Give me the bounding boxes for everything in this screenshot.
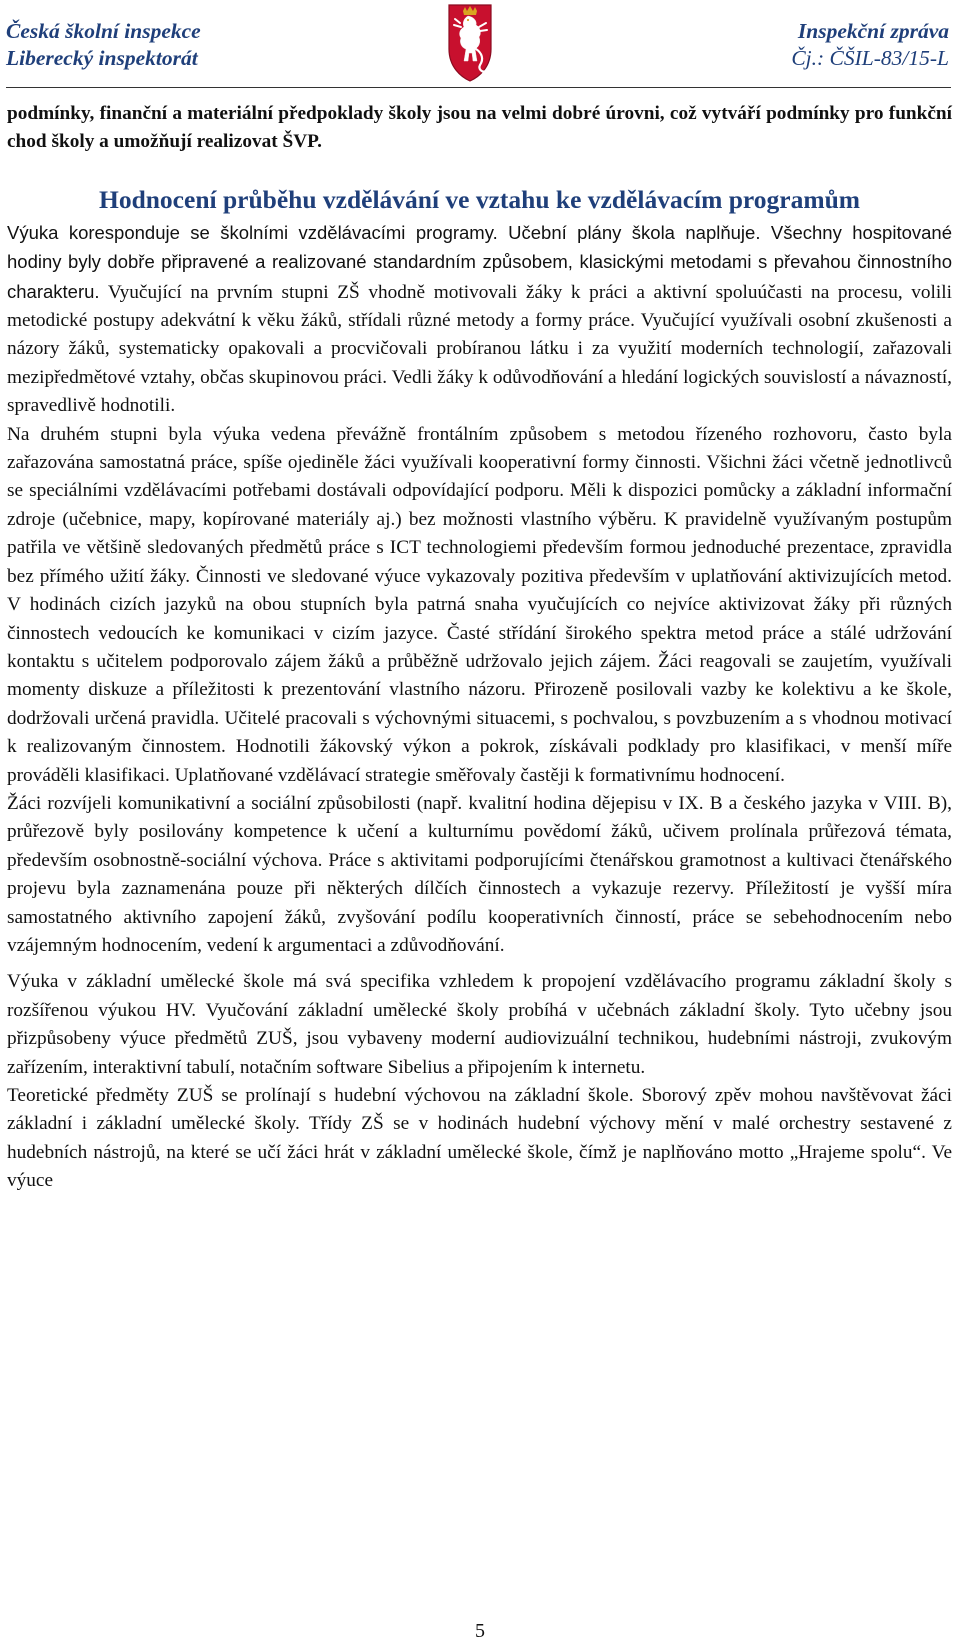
header-right bbox=[791, 18, 949, 72]
paragraph-sans-part: Výuka koresponduje se školními vzdělávacími programy. Učební plány škola naplňuje. Všechny hospitované hodiny byly dobře připravené a realizované standardním způsobem, klasickými metodami s převahou činnostního charakteru. bbox=[7, 221, 952, 302]
header-divider bbox=[6, 87, 951, 88]
paragraph-competences: Žáci rozvíjeli komunikativní a sociální způsobilosti (např. kvalitní hodina dějepisu v IX. B a českého jazyka v VIII. B), průřezově byly posilovány kompetence k učení a kulturnímu povědomí žáků, učivem prolínala průřezová témata, především osobnostně-sociální výchova. Práce s aktivitami podporujícími čtenářskou gramotnost a kultivaci čtenářského projevu byla zaznamenána pouze při některých dílčích činnostech a vykazuje rezervy. Příležitostí je vyšší míra samostatného aktivního zapojení žáků, zvyšování podílu kooperativních činností, práce se sebehodnocením nebo vzájemným hodnocením, vedení k argumentaci a zdůvodňování. bbox=[7, 792, 952, 956]
document-body bbox=[7, 100, 952, 1196]
reference-number: Čj.: ČŠIL-83/15-L bbox=[791, 46, 949, 70]
paragraph-second-stage: Na druhém stupni byla výuka vedena převážně frontálním způsobem s metodou řízeného rozhovoru, často byla zařazována samostatná práce, spíše ojediněle žáci využívali kooperativní formy činnosti. Všichni žáci včetně jednotlivců se speciálními vzdělávacími potřebami dostávali odpovídající podporu. Měli k dispozici pomůcky a základní informační zdroje (učebnice, mapy, kopírované materiály aj.) bez možnosti vlastního výběru. K pravidelně využívaným postupům patřila ve většině sledovaných předmětů práce s ICT technologiemi především formou jednoduché prezentace, zpravidla bez přímého užití žáky. Činnosti ve sledované výuce vykazovaly pozitiva především v uplatňování aktivizujících metod. V hodinách cizích jazyků na obou stupních byla patrná snaha vyučujících co nejvíce aktivizovat žáky při různých činnostech vedoucích ke komunikaci v cizím jazyce. Časté střídání širokého spektra metod práce a stálé udržování kontaktu s učitelem podporovalo zájem žáků a průběžně udržovalo jejich zájem. Žáci reagovali se zaujetím, využívali momenty diskuze a příležitosti k prezentování vlastního názoru. Přirozeně posilovali vazby ke kolektivu a ke škole, dodržovali určená pravidla. Učitelé pracovali s výchovnými situacemi, s pochvalou, s povzbuzením a s vhodnou motivací k realizovaným činnostem. Hodnotili žákovský výkon a pokrok, získávali podklady pro klasifikaci, v menší míře prováděli klasifikaci. Uplatňované vzdělávací strategie směřovaly častěji k formativnímu hodnocení. bbox=[7, 423, 952, 786]
paragraph-art-school: Výuka v základní umělecké škole má svá specifika vzhledem k propojení vzdělávacího programu základní školy s rozšířenou výukou HV. Vyučování základní umělecké školy probíhá v učebnách základní školy. Tyto učebny jsou přizpůsobeny výuce předmětů ZUŠ, jsou vybaveny moderní audiovizuální technikou, hudebními nástroji, zvukovým zařízením, interaktivní tabulí, notačním software Sibelius a připojením k internetu. bbox=[7, 971, 952, 1078]
page-number: 5 bbox=[475, 1620, 485, 1642]
intro-paragraph: podmínky, finanční a materiální předpoklady školy jsou na velmi dobré úrovni, což vytváří podmínky pro funkční chod školy a umožňují realizovat ŠVP. bbox=[7, 103, 952, 153]
report-type: Inspekční zpráva bbox=[797, 19, 949, 43]
state-emblem-icon bbox=[446, 3, 494, 83]
page-header bbox=[0, 0, 960, 92]
paragraph-theory-subjects: Teoretické předměty ZUŠ se prolínají s hudební výchovou na základní škole. Sborový zpěv mohou navštěvovat žáci základní i základní umělecké školy. Třídy ZŠ se v hodinách hudební výchovy mění v malé orchestry sestavené z hudebních nástrojů, na které se učí žáci hrát v základní umělecké škole, čímž je naplňováno motto „Hrajeme spolu“. Ve výuce bbox=[7, 1085, 952, 1192]
institution-name: Česká školní inspekce bbox=[6, 19, 201, 43]
paragraph-serif-part: Vyučující na prvním stupni ZŠ vhodně motivovali žáky k práci a aktivní spoluúčasti na procesu, volili metodické postupy adekvátní k věku žáků, střídali různé metody a formy práce. Vyučující využívali osobní zkušenosti a názory žáků, systematicky opakovali a procvičovali probíranou látku i za využití moderních technologií, zařazovali mezipředmětové vztahy, občas skupinovou práci. Vedli žáky k odůvodňování a hledání logických souvislostí a návazností, spravedlivě hodnotili. bbox=[7, 281, 952, 417]
section-heading: Hodnocení průběhu vzdělávání ve vztahu ke vzdělávacím programům bbox=[98, 184, 860, 214]
paragraph-first-stage bbox=[7, 219, 952, 421]
header-left bbox=[6, 18, 201, 72]
inspectorate-name: Liberecký inspektorát bbox=[6, 46, 198, 70]
